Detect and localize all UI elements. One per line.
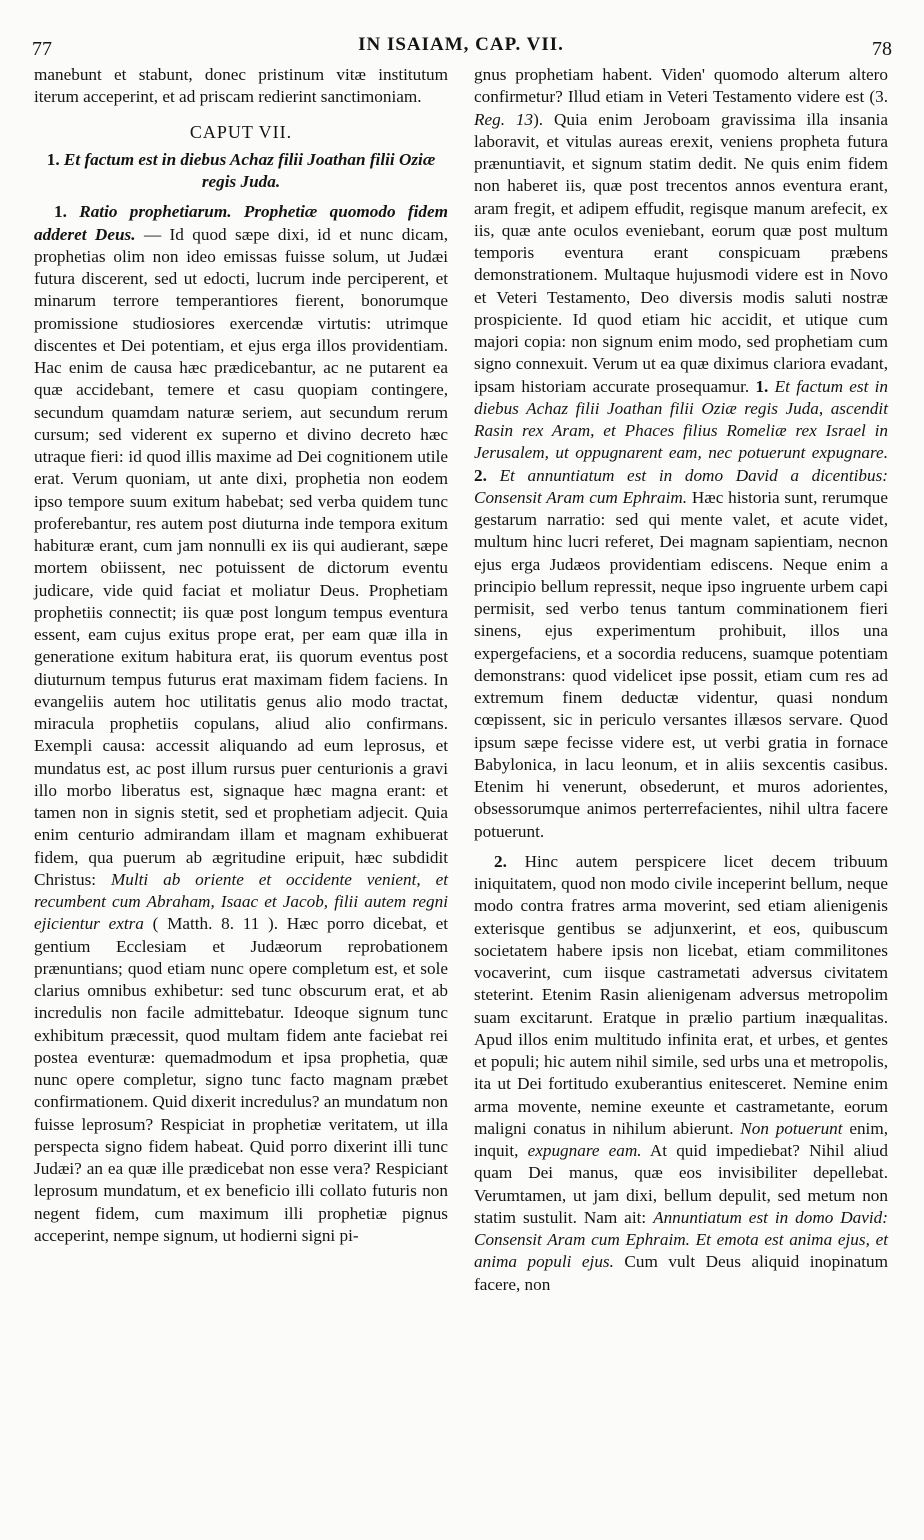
paragraph-number: 2. xyxy=(494,851,507,871)
intro-paragraph: manebunt et stabunt, donec pristinum vitæ institutum iterum acceperint, et ad priscam redierint sanctimoniam. xyxy=(34,65,448,107)
verse-heading xyxy=(34,149,448,194)
commentary-text: Hæc historia sunt, rerumque gestarum narratio: sed qui mente valet, et acute videt, multum hinc lucri referet, Dei magnam sapientiam, necnon ejus erga Judæos providentiam ediscens. Neque enim a principio bellum repressit, neque ipso ingruente urbem capi permisit, sed verbo tenus tantum comminationem fieri sinens, ejus experimentum prohibuit, illos una expergefaciens, et a socordia reducens, suamque potentiam demonstrans: quod videlicet ipse possit, etiam cum res ad extremum finem deductæ videntur, quasi nondum cœpissent, sic in periculo versantes illæsos servare. Quod ipsum sæpe fecisse videre est, ut verbi gratia in fornace Babylonica, in lacu leonum, et in aliis sexcentis casibus. Etenim hi venerunt, obsederunt, et muros adorientes, obsessorumque animos perterrefacientes, nihil ultra facere potuerunt. xyxy=(474,487,888,841)
scripture-quote: Non potuerunt xyxy=(740,1118,843,1138)
verse-text: Et factum est in diebus Achaz filii Joathan filii Oziæ regis Juda, ascendit Rasin rex Aram, et Phaces filius Romeliæ rex Israel in Jerusalem, ut oppugnarent eam, nec potuerunt expugnare. xyxy=(474,376,889,463)
inline-text: enim, inquit, xyxy=(474,1118,888,1160)
scripture-reference: Reg. 13 xyxy=(474,109,534,129)
section-title: Ratio prophetiarum. Prophetiæ quomodo fidem adderet Deus. xyxy=(34,202,449,244)
verse-number-2: 2. xyxy=(474,465,487,485)
body-text-continued: ). Quia enim Jeroboam gravissima illa insania laboravit, et vitulas aureas erexit, veniens propheta futura prænuntiavit, et signum statim dedit. Ne quis enim fidem non haberet iis, quæ post trecentos annos eventura erant, aram fregit, et adipem effudit, regisque manum arefecit, ex iis, quæ ante oculos eveniebant, eorum quæ post multum temporis eventura erant conspicuam præbens demonstrationem. Multaque hujusmodi videre est in Novo et Veteri Testamento, Deo diversis modis saluti nostræ prospiciente. Id quod etiam hic accidit, et utique cum majori copia: non signum enim modo, sed prophetiam cum signo connexuit. Verum ut ea quæ diximus clariora evadant, ipsam historiam accurate prosequamur. xyxy=(474,109,888,396)
scripture-reference: ( Matth. 8. 11 ). xyxy=(152,914,279,934)
section-number: 1. xyxy=(54,202,67,222)
continued-paragraph xyxy=(474,64,888,843)
page-number-left: 77 xyxy=(32,38,52,60)
verse-number: 1. xyxy=(755,376,769,396)
section-two-paragraph xyxy=(474,851,888,1296)
page-number-right: 78 xyxy=(872,38,892,60)
spacer xyxy=(474,843,888,851)
closing-text: Cum vult Deus aliquid inopinatum facere, non xyxy=(474,1252,888,1294)
scripture-quote-3: Annuntiatum est in domo David: Consensit Aram cum Ephraim. Et emota est anima ejus, et anima populi ejus. xyxy=(474,1207,888,1272)
running-head xyxy=(30,34,892,62)
scripture-quote-2: expugnare eam. xyxy=(527,1141,642,1160)
verse-text: Et factum est in diebus Achaz filii Joathan filii Oziæ regis Juda. xyxy=(63,149,436,191)
body-text-continued: At quid impediebat? Nihil aliud quam Dei manus, quæ eos invisibiliter depellebat. Verumtamen, ut jam dixi, bellum depulit, sed metum non statim sustulit. Nam ait: xyxy=(474,1141,888,1227)
chapter-title: CAPUT VII. xyxy=(189,121,293,142)
scripture-quote: Multi ab oriente et occidente venient, et recumbent cum Abraham, Isaac et Jacob, filii autem regni ejicientur extra xyxy=(34,869,448,934)
left-column xyxy=(34,64,448,1247)
verse-number: 1. xyxy=(46,149,60,169)
section-paragraph xyxy=(34,201,448,1247)
body-text: Hinc autem perspicere licet decem tribuum iniquitatem, quod non modo civile inceperint bellum, neque modo contra fratres arma moverint, sed etiam alienigenis exterisque gentibus se adjunxerint, et eos, quibuscum societatem habere ipsis non licebat, etiam commilitones vocaverint, cum iisque castrametati adversus civitatem steterint. Etenim Rasin alienigenam adversus metropolim suam excitarunt. Eratque in prælio partium inæqualitas. Apud illos enim multitudo infinita erat, et urbes, et gentes et populi; hic autem nihil simile, sed urbs una et metropolis, ita ut Dei fortitudo exuberantius enitesceret. Nemine enim arma movente, nemine exeunte et castrametante, eorum maligni conatus in nihilum abierunt. xyxy=(474,851,889,1138)
spacer xyxy=(34,193,448,201)
running-title: IN ISAIAM, CAP. VII. xyxy=(358,34,564,55)
body-text-continued: Hæc porro dicebat, et gentium Ecclesiam et Judæorum reprobationem prænuntians; quod etiam nunc opere completum est, et sole clarius omnibus exhibetur: sed tunc obscurum erat, et ab incredulis non facile admittebatur. Ideoque signum tunc exhibitum præcessit, quod multam fidem ante faciebat rei postea eventuræ: quemadmodum et ipsa prophetia, quæ nunc opere completur, signo tunc facto magnam præbet confirmationem. Quid dixerit incredulus? an mundatum non fuisse leprosum? Respiciat in prophetiæ veritatem, ut illa perspecta signo fidem habeat. Quid porro dixerint illi tunc Judæi? an ea quæ ille prædicebat non esse vera? Respiciant leprosum mundatum, et ex beneficio illi collato futuris non negent fidem, cum maximum illi prophetiæ pignus acceperint, nempe signum, ut hodierni signi pi- xyxy=(34,914,449,1245)
body-text: — Id quod sæpe dixi, id et nunc dicam, prophetias olim non ideo emissas fuisse solum, ut Judæi futura discerent, sed ut edocti, lucrum inde perciperent, et minarum terrore temperantiores fierent, bonorumque promissione studiosiores exercendæ virtutis: utrimque discentes et Dei potentiam, et ejus erga illos providentiam. Hac enim de causa hæc prædicebantur, ac ne putarent ea quæ accidebant, temere et casu quopiam contingere, secundum quamdam naturæ seriem, aut secundum rerum cursum; sed viderent ex superno et divino decreto hæc utraque fieri: id quod illis maxime ad Dei cognitionem utile erat. Verum quoniam, ut ante dixi, prophetia non eodem ipso tempore suum exitum habebat; sed verba quidem tunc proferebantur, res autem post diuturna inde tempora exitum habituræ erant, cum jam nonnulli ex iis qui audierant, sæpe mortem obiissent, nec potuissent de dictorum eventu judicare, vide quid faciat et moliatur Deus. Prophetiam prophetiis connectit; iis quæ post longum tempus eventura essent, eam cujus exitus prope erat, per eam quæ illa in generatione exitum habitura erat, iis quorum eventus post diuturnum tempus futurus erat maximam fidem faciens. In evangeliis autem hoc utilitatis genus alio modo tractat, miracula prophetiis copulans, aliud alio confirmans. Exempli causa: accessit aliquando ad eum leprosus, et mundatus est, ac post illum rursus puer centurionis a gravi illo morbo liberatus est, signaque hæc magna erant: et tamen non in signis stetit, sed et prophetiam adjecit. Quia enim centurio admirandam illam et magnam exhibuerat fidem, qua puerum ab ægritudine eripuit, hæc subdidit Christus: xyxy=(34,224,449,889)
right-column xyxy=(474,64,888,1296)
verse-text-2: Et annuntiatum est in domo David a dicentibus: Consensit Aram cum Ephraim. xyxy=(474,465,889,507)
body-text: gnus prophetiam habent. Viden' quomodo alterum altero confirmetur? Illud etiam in Veteri Testamento videre est (3. xyxy=(474,65,888,107)
